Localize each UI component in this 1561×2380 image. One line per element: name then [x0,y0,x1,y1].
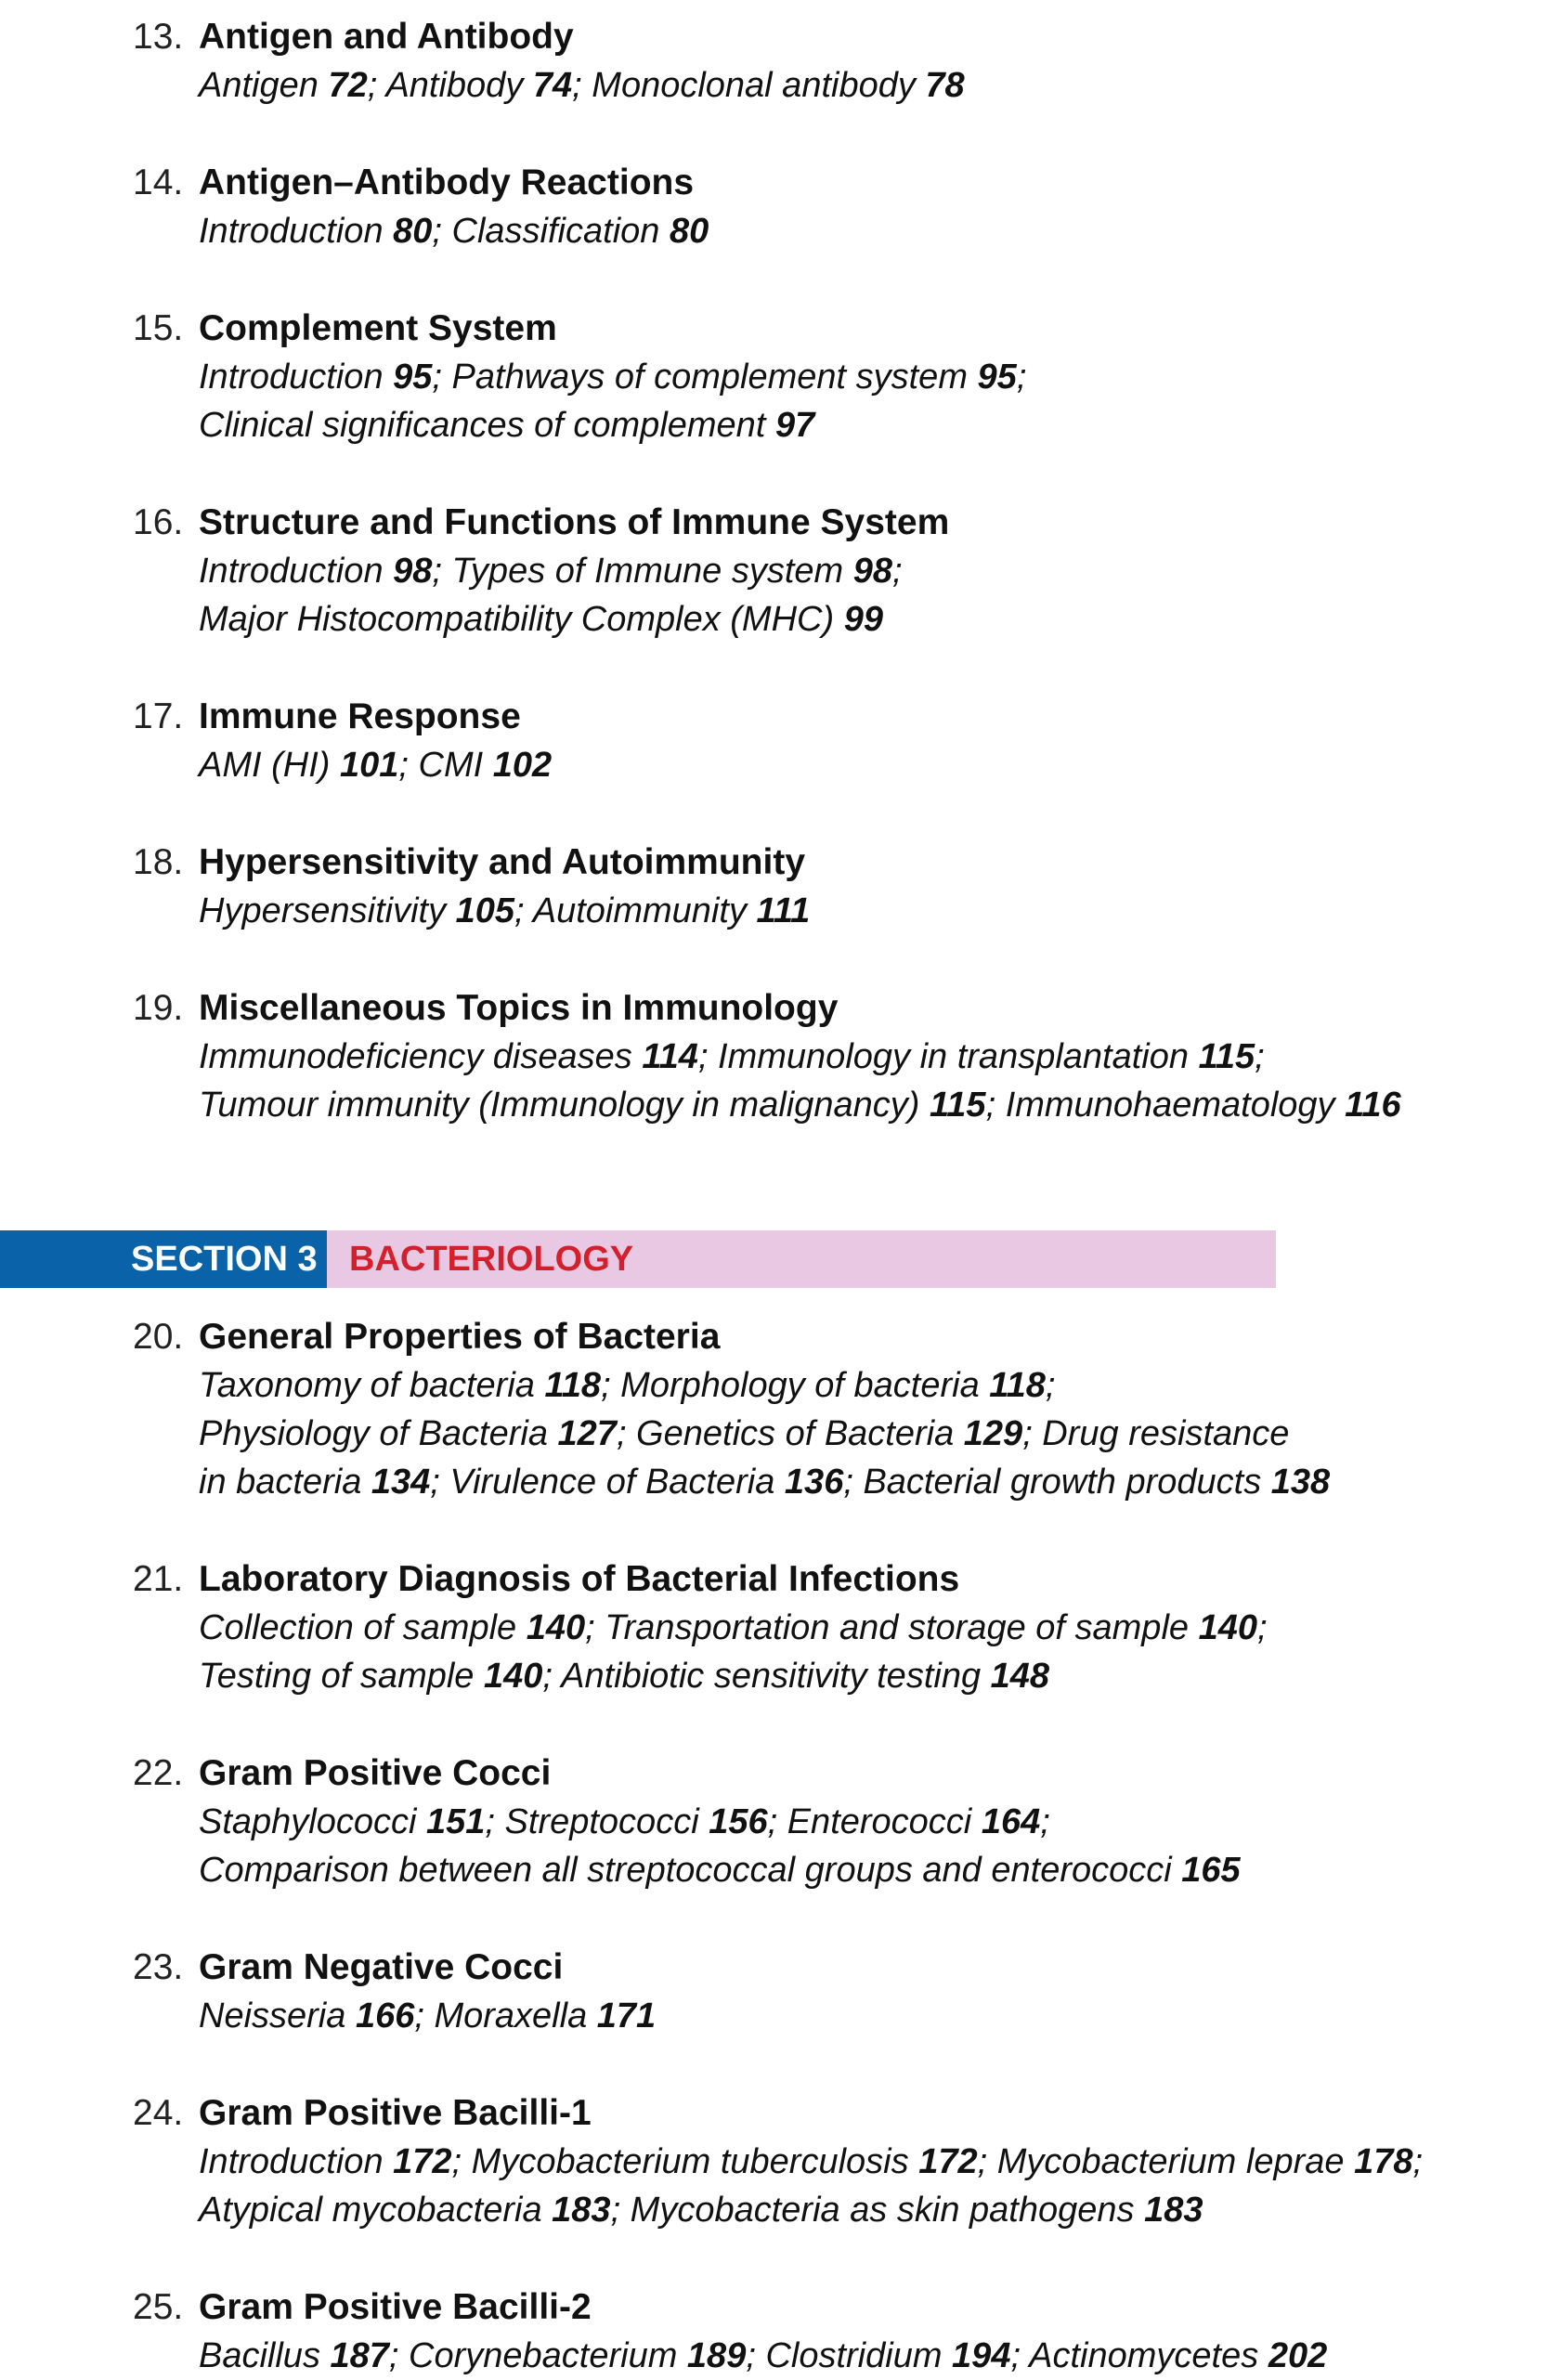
page-number: 140 [1198,1608,1257,1647]
page-number: 115 [929,1086,986,1125]
page-number: 118 [989,1366,1046,1405]
page-number: 138 [1270,1463,1331,1502]
page-number: 127 [557,1414,617,1453]
page-number: 99 [843,600,883,639]
chapter-number: 18. [133,842,184,882]
chapter-title[interactable]: General Properties of Bacteria [199,1317,721,1357]
topic-line: Collection of sample 140; Transportation and storage of sample 140; [199,1608,1268,1647]
chapter-title[interactable]: Miscellaneous Topics in Immunology [199,988,839,1028]
chapter-number: 13. [133,17,184,57]
page-number: 97 [774,406,815,445]
chapter-number: 22. [133,1753,184,1793]
section-title: BACTERIOLOGY [327,1230,1276,1288]
topic-line: Tumour immunity (Immunology in malignancy) 115; Immunohaematology 116 [199,1086,1401,1125]
chapter-number: 19. [133,988,184,1028]
chapter-topics [199,1604,1268,1700]
chapter-topics [199,1033,1401,1129]
topic-line: Testing of sample 140; Antibiotic sensitivity testing 148 [199,1657,1050,1696]
chapter-topics [199,2138,1423,2234]
section-header [0,1230,1276,1288]
page-number: 172 [918,2142,978,2181]
page-number: 166 [355,1996,415,2035]
chapter-number: 21. [133,1559,184,1599]
page-number: 151 [426,1802,486,1841]
chapter-number: 14. [133,163,184,202]
chapter-topics [199,2332,1327,2380]
page-number: 98 [393,552,433,591]
topic-line: Physiology of Bacteria 127; Genetics of Bacteria 129; Drug resistance [199,1414,1290,1453]
chapter-title[interactable]: Gram Negative Cocci [199,1947,564,1987]
page-number: 102 [492,746,553,785]
topic-line: Immunodeficiency diseases 114; Immunology in transplantation 115; [199,1037,1265,1076]
chapter-topics [199,1992,656,2040]
topic-line: Hypersensitivity 105; Autoimmunity 111 [199,891,811,930]
chapter-topics [199,887,810,935]
topic-line: Atypical mycobacteria 183; Mycobacteria as skin pathogens 183 [199,2191,1203,2230]
page-number: 95 [393,358,433,397]
page-number: 189 [686,2336,747,2375]
page-number: 80 [393,212,433,251]
page-number: 136 [784,1463,844,1502]
chapter-number: 15. [133,308,184,348]
page-number: 105 [455,891,515,930]
page-number: 187 [330,2336,389,2375]
page-number: 74 [532,66,573,105]
chapter-title[interactable]: Hypersensitivity and Autoimmunity [199,842,806,882]
topic-line: Comparison between all streptococcal groups and enterococci 165 [199,1851,1241,1890]
section-number: SECTION 3 [0,1230,327,1288]
chapter-title[interactable]: Gram Positive Bacilli-2 [199,2287,592,2327]
chapter-topics [199,61,965,110]
chapter-title[interactable]: Gram Positive Bacilli-1 [199,2093,592,2133]
chapter-title[interactable]: Antigen and Antibody [199,17,574,57]
topic-line: Introduction 80; Classification 80 [199,212,709,251]
page-number: 101 [339,746,399,785]
page-number: 72 [328,66,368,105]
chapter-number: 20. [133,1317,184,1357]
chapter-topics [199,741,552,789]
chapter-number: 23. [133,1947,184,1987]
topic-line: Taxonomy of bacteria 118; Morphology of bacteria 118; [199,1366,1056,1405]
topic-line: AMI (HI) 101; CMI 102 [199,746,553,785]
chapter-topics [199,207,709,255]
topic-line: Clinical significances of complement 97 [199,406,815,445]
topic-line: Neisseria 166; Moraxella 171 [199,1996,657,2035]
page-number: 118 [544,1366,602,1405]
topic-line: Antigen 72; Antibody 74; Monoclonal antibody 78 [199,66,965,105]
topic-line: Introduction 95; Pathways of complement system 95; [199,358,1027,397]
chapter-title[interactable]: Structure and Functions of Immune System [199,502,950,542]
page-number: 194 [952,2336,1011,2375]
topic-line: Introduction 98; Types of Immune system 98; [199,552,903,591]
page-number: 115 [1198,1037,1255,1076]
page-number: 134 [371,1463,431,1502]
topic-line: in bacteria 134; Virulence of Bacteria 136; Bacterial growth products 138 [199,1463,1331,1502]
chapter-number: 25. [133,2287,184,2327]
page-number: 183 [1144,2191,1203,2230]
chapter-title[interactable]: Laboratory Diagnosis of Bacterial Infections [199,1559,960,1599]
chapter-title[interactable]: Gram Positive Cocci [199,1753,552,1793]
topic-line: Introduction 172; Mycobacterium tuberculosis 172; Mycobacterium leprae 178; [199,2142,1424,2181]
chapter-number: 16. [133,502,184,542]
page-number: 114 [642,1037,698,1076]
chapter-topics [199,547,903,644]
chapter-title[interactable]: Complement System [199,308,557,348]
chapter-number: 24. [133,2093,184,2133]
page-number: 164 [981,1802,1041,1841]
chapter-topics [199,1798,1241,1894]
page-number: 116 [1345,1086,1401,1125]
page-number: 202 [1268,2336,1328,2375]
page-number: 165 [1181,1851,1241,1890]
chapter-number: 17. [133,696,184,736]
page-number: 80 [669,212,709,251]
chapter-topics [199,1361,1330,1506]
page-number: 172 [393,2142,452,2181]
page-number: 78 [925,66,965,105]
page-number: 171 [596,1996,657,2035]
topic-line: Staphylococci 151; Streptococci 156; Enterococci 164; [199,1802,1050,1841]
topic-line: Bacillus 187; Corynebacterium 189; Clostridium 194; Actinomycetes 202 [199,2336,1328,2375]
topic-line: Major Histocompatibility Complex (MHC) 99 [199,600,883,639]
chapter-title[interactable]: Antigen–Antibody Reactions [199,163,695,202]
chapter-title[interactable]: Immune Response [199,696,521,736]
chapter-topics [199,353,1026,449]
page-number: 148 [990,1657,1050,1696]
page-number: 140 [484,1657,543,1696]
page-number: 183 [552,2191,611,2230]
page-number: 156 [709,1802,768,1841]
page-number: 129 [963,1414,1023,1453]
page-number: 98 [852,552,893,591]
page-number: 140 [526,1608,586,1647]
page-number: 95 [977,358,1017,397]
page-number: 178 [1354,2142,1413,2181]
page-number: 111 [756,891,811,930]
